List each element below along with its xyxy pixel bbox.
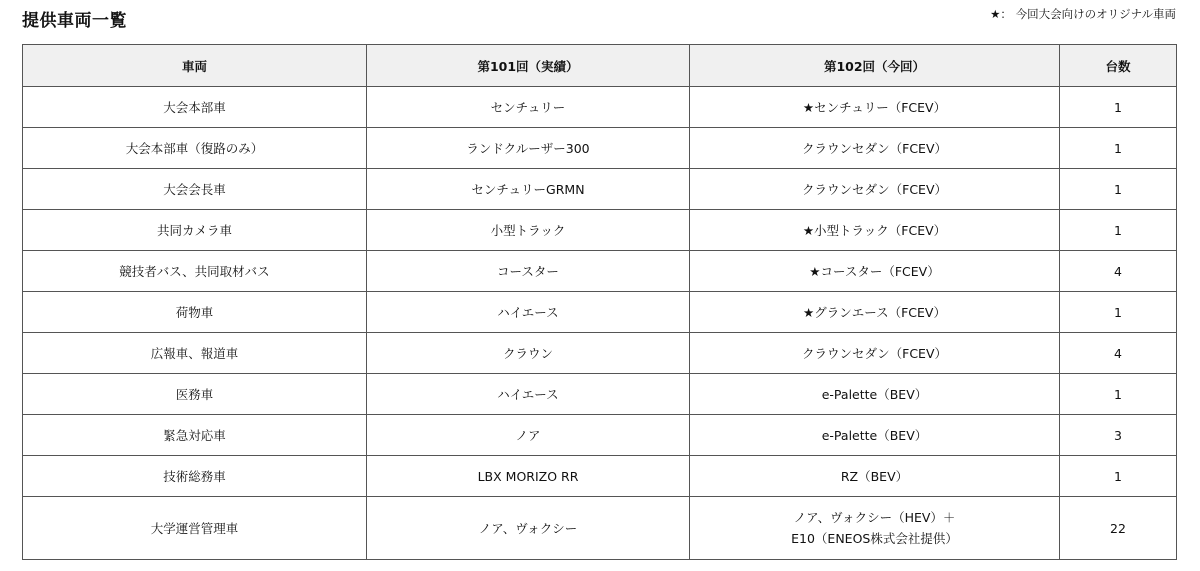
legend-note: ★： 今回大会向けのオリジナル車両: [990, 7, 1176, 21]
vehicle-cell: 医務車: [23, 374, 367, 415]
vehicle-cell: 大会会長車: [23, 169, 367, 210]
table-row: [23, 210, 1177, 251]
prev-vehicle-cell: ハイエース: [367, 374, 690, 415]
count-cell: 1: [1060, 128, 1177, 169]
table-row: [23, 333, 1177, 374]
table-row: [23, 251, 1177, 292]
current-vehicle-cell: ★小型トラック（FCEV）: [690, 210, 1060, 251]
vehicle-cell: 広報車、報道車: [23, 333, 367, 374]
table-row: [23, 128, 1177, 169]
vehicle-cell: 荷物車: [23, 292, 367, 333]
column-header-count: 台数: [1060, 45, 1177, 87]
prev-vehicle-cell: ハイエース: [367, 292, 690, 333]
count-cell: 4: [1060, 251, 1177, 292]
prev-vehicle-cell: LBX MORIZO RR: [367, 456, 690, 497]
count-cell: 1: [1060, 456, 1177, 497]
prev-vehicle-cell: ノア: [367, 415, 690, 456]
vehicle-cell: 緊急対応車: [23, 415, 367, 456]
table-row: [23, 497, 1177, 560]
table-row: [23, 374, 1177, 415]
count-cell: 1: [1060, 374, 1177, 415]
vehicle-cell: 技術総務車: [23, 456, 367, 497]
prev-vehicle-cell: ノア、ヴォクシー: [367, 497, 690, 560]
prev-vehicle-cell: ランドクルーザー300: [367, 128, 690, 169]
count-cell: 22: [1060, 497, 1177, 560]
vehicle-cell: 大会本部車（復路のみ）: [23, 128, 367, 169]
count-cell: 1: [1060, 169, 1177, 210]
current-vehicle-cell: [690, 497, 1060, 560]
current-vehicle-cell: RZ（BEV）: [690, 456, 1060, 497]
vehicle-cell: 大学運営管理車: [23, 497, 367, 560]
count-cell: 1: [1060, 87, 1177, 128]
page-title: 提供車両一覧: [22, 11, 127, 31]
vehicle-cell: 競技者バス、共同取材バス: [23, 251, 367, 292]
vehicle-cell: 共同カメラ車: [23, 210, 367, 251]
table-row: [23, 87, 1177, 128]
current-vehicle-cell: e-Palette（BEV）: [690, 374, 1060, 415]
column-header-vehicle: 車両: [23, 45, 367, 87]
current-vehicle-cell: クラウンセダン（FCEV）: [690, 333, 1060, 374]
current-vehicle-line-1: ノア、ヴォクシー（HEV）＋: [793, 510, 956, 525]
current-vehicle-cell: クラウンセダン（FCEV）: [690, 169, 1060, 210]
count-cell: 1: [1060, 210, 1177, 251]
vehicle-cell: 大会本部車: [23, 87, 367, 128]
count-cell: 1: [1060, 292, 1177, 333]
current-vehicle-cell: ★センチュリー（FCEV）: [690, 87, 1060, 128]
current-vehicle-cell: ★グランエース（FCEV）: [690, 292, 1060, 333]
prev-vehicle-cell: 小型トラック: [367, 210, 690, 251]
table-row: [23, 292, 1177, 333]
prev-vehicle-cell: コースター: [367, 251, 690, 292]
prev-vehicle-cell: センチュリーGRMN: [367, 169, 690, 210]
vehicle-table: [22, 44, 1177, 560]
table-row: [23, 456, 1177, 497]
current-vehicle-line-2: E10（ENEOS株式会社提供）: [791, 531, 958, 546]
current-vehicle-cell: e-Palette（BEV）: [690, 415, 1060, 456]
table-header-row: [23, 45, 1177, 87]
current-vehicle-cell: クラウンセダン（FCEV）: [690, 128, 1060, 169]
prev-vehicle-cell: クラウン: [367, 333, 690, 374]
table-row: [23, 415, 1177, 456]
column-header-102nd: 第102回（今回）: [690, 45, 1060, 87]
count-cell: 4: [1060, 333, 1177, 374]
count-cell: 3: [1060, 415, 1177, 456]
column-header-101st: 第101回（実績）: [367, 45, 690, 87]
current-vehicle-cell: ★コースター（FCEV）: [690, 251, 1060, 292]
prev-vehicle-cell: センチュリー: [367, 87, 690, 128]
table-row: [23, 169, 1177, 210]
